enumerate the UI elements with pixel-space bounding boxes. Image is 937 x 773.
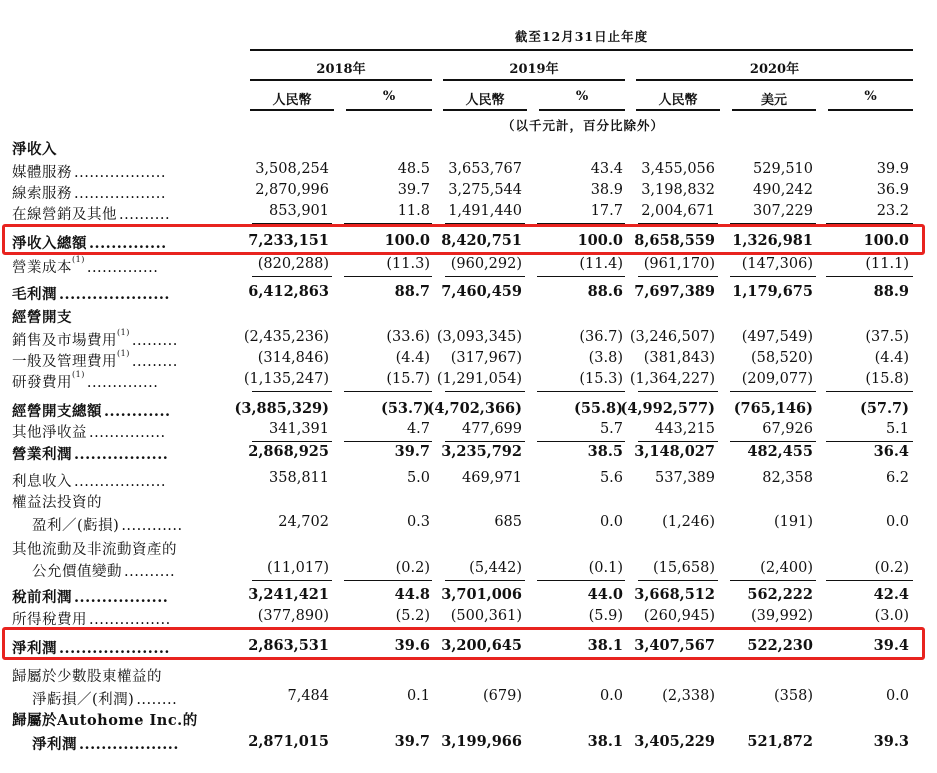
value-cell: 5.6 [599, 470, 623, 486]
value-cell: 1,179,675 [732, 283, 813, 300]
value-cell: (0.2) [874, 560, 909, 576]
value-cell: 44.8 [394, 586, 430, 603]
table-row [0, 688, 937, 710]
value-cell: (3,093,345) [436, 329, 522, 345]
value-cell: 3,668,512 [634, 586, 715, 603]
subtotal-rule [638, 276, 718, 277]
row-label [12, 350, 178, 371]
value-cell: 38.5 [587, 443, 623, 460]
value-cell: 36.4 [873, 443, 909, 460]
table-row [0, 470, 937, 492]
table-row [0, 586, 937, 608]
value-cell: 3,508,254 [255, 161, 329, 177]
value-cell: 853,901 [269, 203, 329, 219]
value-cell: (820,288) [257, 256, 329, 272]
table-row [0, 733, 937, 755]
leader-dots: .............. [89, 235, 167, 252]
value-cell: (55.8) [573, 400, 623, 417]
value-cell: 67,926 [762, 421, 813, 437]
row-label-text: 媒體服務 [12, 165, 72, 181]
value-cell: 3,148,027 [634, 443, 715, 460]
value-cell: (11.4) [579, 256, 623, 272]
row-label-text: 淨利潤 [12, 640, 57, 657]
value-cell: 0.1 [406, 688, 430, 704]
value-cell: (1,364,227) [629, 371, 715, 387]
value-cell: 2,871,015 [248, 733, 329, 750]
row-label [12, 371, 158, 392]
value-cell: (4.4) [395, 350, 430, 366]
leader-dots: ............ [121, 518, 183, 534]
table-row [0, 421, 937, 443]
row-label [32, 514, 183, 535]
subtotal-rule [252, 391, 332, 392]
value-cell: (53.7) [380, 400, 430, 417]
subtotal-rule [537, 391, 625, 392]
subtotal-rule [638, 441, 718, 442]
value-cell: (961,170) [643, 256, 715, 272]
row-label-text: 在線營銷及其他 [12, 207, 117, 223]
value-cell: 1,326,981 [732, 232, 813, 249]
value-cell: 38.9 [590, 182, 623, 198]
subheader-pct-2020: % [864, 89, 877, 104]
row-label [12, 470, 166, 491]
table-row [0, 182, 937, 204]
row-label [12, 400, 171, 421]
value-cell: 39.7 [394, 733, 430, 750]
subtotal-rule [826, 441, 913, 442]
value-cell: (191) [774, 514, 813, 530]
value-cell: 5.0 [406, 470, 430, 486]
subheader-rule [828, 109, 913, 111]
row-label [12, 538, 177, 559]
row-label [12, 608, 171, 629]
subtotal-rule [730, 580, 816, 581]
leader-dots: ........ [136, 692, 178, 708]
row-label [12, 586, 168, 607]
value-cell: 3,199,966 [441, 733, 522, 750]
value-cell: (36.7) [579, 329, 623, 345]
row-label [12, 709, 198, 730]
value-cell: (765,146) [733, 400, 813, 417]
row-label [12, 443, 168, 464]
leader-dots: .................... [59, 286, 170, 303]
value-cell: 358,811 [269, 470, 329, 486]
value-cell: (3,885,329) [234, 400, 329, 417]
value-cell: 6,412,863 [248, 283, 329, 300]
subtotal-rule [252, 441, 332, 442]
value-cell: 522,230 [747, 637, 813, 654]
table-row [0, 560, 937, 582]
value-cell: 23.2 [876, 203, 909, 219]
value-cell: 4.7 [406, 421, 430, 437]
value-cell: (209,077) [741, 371, 813, 387]
value-cell: 521,872 [747, 733, 813, 750]
value-cell: 3,241,421 [248, 586, 329, 603]
value-cell: 529,510 [753, 161, 813, 177]
value-cell: 3,275,544 [448, 182, 522, 198]
value-cell: (11.1) [865, 256, 909, 272]
leader-dots: .................... [59, 640, 170, 657]
value-cell: 17.7 [590, 203, 623, 219]
value-cell: 477,699 [462, 421, 522, 437]
value-cell: (2,338) [662, 688, 715, 704]
row-label-text: 淨收入總額 [12, 235, 87, 252]
row-label-text: 毛利潤 [12, 286, 57, 303]
value-cell: 48.5 [397, 161, 430, 177]
leader-dots: ................. [74, 446, 169, 463]
row-label [12, 665, 162, 686]
value-cell: 24,702 [278, 514, 329, 530]
row-label [32, 560, 175, 581]
value-cell: (679) [483, 688, 522, 704]
row-label-text: 經營開支 [12, 309, 72, 326]
row-label [32, 688, 177, 709]
row-label-text: 稅前利潤 [12, 589, 72, 606]
value-cell: (15,658) [652, 560, 715, 576]
leader-dots: .............. [86, 375, 159, 391]
value-cell: (15.3) [579, 371, 623, 387]
table-row [0, 161, 937, 183]
row-label-text: 其他流動及非流動資產的 [12, 542, 177, 558]
value-cell: 39.9 [876, 161, 909, 177]
value-cell: (15.7) [386, 371, 430, 387]
row-label [12, 306, 72, 327]
subtotal-rule [252, 276, 332, 277]
row-label-text: 研發費用 [12, 375, 72, 391]
subtotal-rule [638, 391, 718, 392]
value-cell: 88.7 [394, 283, 430, 300]
row-label-text: 淨虧損／(利潤) [32, 692, 135, 708]
value-cell: (314,846) [257, 350, 329, 366]
subtotal-rule [826, 276, 913, 277]
subtotal-rule [344, 580, 432, 581]
value-cell: 3,198,832 [641, 182, 715, 198]
leader-dots: ......... [131, 354, 178, 370]
subtotal-rule [344, 276, 432, 277]
value-cell: (5.9) [588, 608, 623, 624]
value-cell: 2,870,996 [255, 182, 329, 198]
value-cell: 39.3 [873, 733, 909, 750]
value-cell: (4.4) [874, 350, 909, 366]
value-cell: 100.0 [863, 232, 909, 249]
row-label-text: 歸屬於少數股東權益的 [12, 669, 162, 685]
subtotal-rule [730, 391, 816, 392]
subtotal-rule [826, 391, 913, 392]
value-cell: (358) [774, 688, 813, 704]
value-cell: 3,701,006 [441, 586, 522, 603]
row-label-text: 一般及管理費用 [12, 354, 117, 370]
subtotal-rule [445, 276, 525, 277]
value-cell: 100.0 [577, 232, 623, 249]
subtotal-rule [537, 441, 625, 442]
value-cell: (3,246,507) [629, 329, 715, 345]
value-cell: 3,235,792 [441, 443, 522, 460]
year-rule-2020 [636, 79, 913, 81]
value-cell: 2,004,671 [641, 203, 715, 219]
row-label-text: 營業利潤 [12, 446, 72, 463]
value-cell: (39,992) [750, 608, 813, 624]
value-cell: 39.4 [873, 637, 909, 654]
table-row [0, 443, 937, 465]
subheader-usd-2020: 美元 [760, 93, 787, 108]
row-label [12, 182, 166, 203]
value-cell: 38.1 [587, 733, 623, 750]
subheader-rule [636, 109, 720, 111]
leader-dots: .................. [74, 186, 166, 202]
value-cell: 88.9 [873, 283, 909, 300]
subtotal-rule [730, 441, 816, 442]
highlight-net-profit [2, 627, 925, 660]
subtotal-rule [252, 580, 332, 581]
table-row [0, 350, 937, 372]
value-cell: (57.7) [859, 400, 909, 417]
leader-dots: ................. [74, 589, 169, 606]
row-label [12, 203, 170, 224]
leader-dots: .................. [74, 165, 166, 181]
table-row [0, 709, 937, 731]
value-cell: 2,863,531 [248, 637, 329, 654]
value-cell: (497,549) [741, 329, 813, 345]
value-cell: (0.2) [395, 560, 430, 576]
value-cell: 482,455 [747, 443, 813, 460]
value-cell: 42.4 [873, 586, 909, 603]
value-cell: 0.0 [885, 514, 909, 530]
subtotal-rule [537, 276, 625, 277]
value-cell: (5,442) [469, 560, 522, 576]
value-cell: 8,658,559 [634, 232, 715, 249]
value-cell: 5.7 [599, 421, 623, 437]
value-cell: 1,491,440 [448, 203, 522, 219]
leader-dots: ......... [131, 333, 178, 349]
value-cell: 39.7 [394, 443, 430, 460]
value-cell: (0.1) [588, 560, 623, 576]
table-row [0, 538, 937, 560]
subtotal-rule [445, 441, 525, 442]
value-cell: 44.0 [587, 586, 623, 603]
table-row [0, 329, 937, 351]
subheader-rule [732, 109, 816, 111]
subtotal-rule [445, 391, 525, 392]
row-label-text: 淨利潤 [32, 736, 77, 753]
value-cell: (3.8) [588, 350, 623, 366]
table-row [0, 514, 937, 536]
value-cell: (5.2) [395, 608, 430, 624]
value-cell: 36.9 [876, 182, 909, 198]
value-cell: 685 [494, 514, 522, 530]
leader-dots: ................ [89, 612, 171, 628]
value-cell: (147,306) [741, 256, 813, 272]
table-row [0, 203, 937, 225]
value-cell: (15.8) [865, 371, 909, 387]
row-label-text: 權益法投資的 [12, 495, 102, 511]
subheader-rule [443, 109, 527, 111]
value-cell: (37.5) [865, 329, 909, 345]
subtotal-rule [638, 580, 718, 581]
value-cell: 6.2 [885, 470, 909, 486]
subtotal-rule [826, 580, 913, 581]
value-cell: 0.0 [599, 514, 623, 530]
value-cell: (11,017) [266, 560, 329, 576]
value-cell: 341,391 [269, 421, 329, 437]
subheader-rmb-2018: 人民幣 [272, 93, 312, 108]
year-rule-2019 [443, 79, 625, 81]
row-label-text: 淨收入 [12, 141, 57, 158]
row-label [12, 491, 102, 512]
table-row [0, 256, 937, 278]
value-cell: 82,358 [762, 470, 813, 486]
value-cell: 307,229 [753, 203, 813, 219]
row-label-text: 其他淨收益 [12, 425, 87, 441]
highlight-total-revenue [2, 224, 925, 255]
value-cell: 7,697,389 [634, 283, 715, 300]
year-rule-2018 [250, 79, 432, 81]
value-cell: 0.0 [885, 688, 909, 704]
value-cell: (4,702,366) [427, 400, 522, 417]
leader-dots: .............. [86, 260, 159, 276]
row-label [12, 283, 170, 304]
value-cell: 0.0 [599, 688, 623, 704]
value-cell: (960,292) [450, 256, 522, 272]
table-row [0, 306, 937, 328]
value-cell: (377,890) [257, 608, 329, 624]
value-cell: 3,653,767 [448, 161, 522, 177]
value-cell: 0.3 [406, 514, 430, 530]
row-label [12, 161, 166, 182]
table-row [0, 371, 937, 393]
subtotal-rule [730, 276, 816, 277]
leader-dots: .................. [79, 736, 179, 753]
value-cell: 38.1 [587, 637, 623, 654]
value-cell: 3,455,056 [641, 161, 715, 177]
value-cell: (260,945) [643, 608, 715, 624]
value-cell: (381,843) [643, 350, 715, 366]
footnote-marker: (1) [117, 328, 130, 337]
value-cell: (1,246) [662, 514, 715, 530]
subtotal-rule [344, 441, 432, 442]
value-cell: (1,291,054) [436, 371, 522, 387]
value-cell: 537,389 [655, 470, 715, 486]
value-cell: (4,992,577) [620, 400, 715, 417]
row-label-text: 所得稅費用 [12, 612, 87, 628]
row-label [12, 256, 158, 277]
value-cell: 3,405,229 [634, 733, 715, 750]
value-cell: 39.6 [394, 637, 430, 654]
year-2018: 2018年 [316, 62, 366, 77]
period-caption: 截至12月31日止年度 [514, 29, 649, 44]
value-cell: 562,222 [747, 586, 813, 603]
leader-dots: ............... [89, 425, 166, 441]
value-cell: (317,967) [450, 350, 522, 366]
value-cell: 3,200,645 [441, 637, 522, 654]
row-label-text: 歸屬於Autohome Inc.的 [12, 712, 198, 729]
subtotal-rule [537, 580, 625, 581]
value-cell: 443,215 [655, 421, 715, 437]
value-cell: 8,420,751 [441, 232, 522, 249]
table-row [0, 400, 937, 422]
row-label [32, 733, 179, 754]
row-label-text: 營業成本 [12, 260, 72, 276]
subheader-rule [346, 109, 432, 111]
leader-dots: ............ [104, 403, 171, 420]
row-label-text: 公允價值變動 [32, 564, 122, 580]
row-label-text: 利息收入 [12, 474, 72, 490]
table-row [0, 491, 937, 513]
value-cell: 11.8 [397, 203, 430, 219]
value-cell: (58,520) [750, 350, 813, 366]
row-label-text: 盈利／(虧損) [32, 518, 120, 534]
year-2020: 2020年 [749, 62, 800, 77]
value-cell: 7,233,151 [248, 232, 329, 249]
value-cell: 88.6 [587, 283, 623, 300]
value-cell: 7,460,459 [441, 283, 522, 300]
value-cell: 100.0 [384, 232, 430, 249]
subheader-rule [250, 109, 334, 111]
table-row [0, 283, 937, 305]
subheader-pct-2018: % [382, 89, 396, 104]
leader-dots: .................. [74, 474, 166, 490]
value-cell: 7,484 [287, 688, 329, 704]
value-cell: (1,135,247) [243, 371, 329, 387]
subheader-rule [539, 109, 625, 111]
value-cell: 490,242 [753, 182, 813, 198]
leader-dots: .......... [119, 207, 171, 223]
value-cell: 469,971 [462, 470, 522, 486]
table-row [0, 138, 937, 160]
value-cell: 3,407,567 [634, 637, 715, 654]
unit-note: （以千元計，百分比除外） [501, 118, 664, 133]
row-label [12, 329, 178, 350]
value-cell: 5.1 [885, 421, 909, 437]
value-cell: 2,868,925 [248, 443, 329, 460]
leader-dots: .......... [124, 564, 176, 580]
value-cell: 39.7 [397, 182, 430, 198]
row-label-text: 線索服務 [12, 186, 72, 202]
row-label-text: 經營開支總額 [12, 403, 102, 420]
subtotal-rule [445, 580, 525, 581]
value-cell: (2,400) [760, 560, 813, 576]
value-cell: (3.0) [874, 608, 909, 624]
row-label [12, 421, 166, 442]
value-cell: (11.3) [386, 256, 430, 272]
value-cell: (2,435,236) [243, 329, 329, 345]
footnote-marker: (1) [117, 349, 130, 358]
caption-rule [250, 49, 913, 51]
footnote-marker: (1) [72, 255, 85, 264]
subtotal-rule [344, 391, 432, 392]
value-cell: 43.4 [590, 161, 623, 177]
table-row [0, 665, 937, 687]
subheader-rmb-2020: 人民幣 [658, 93, 698, 108]
value-cell: (33.6) [386, 329, 430, 345]
subheader-rmb-2019: 人民幣 [465, 93, 505, 108]
value-cell: (500,361) [450, 608, 522, 624]
footnote-marker: (1) [72, 370, 85, 379]
row-label-text: 銷售及市場費用 [12, 333, 117, 349]
year-2019: 2019年 [509, 62, 559, 77]
row-label [12, 138, 57, 159]
subheader-pct-2019: % [575, 89, 589, 104]
